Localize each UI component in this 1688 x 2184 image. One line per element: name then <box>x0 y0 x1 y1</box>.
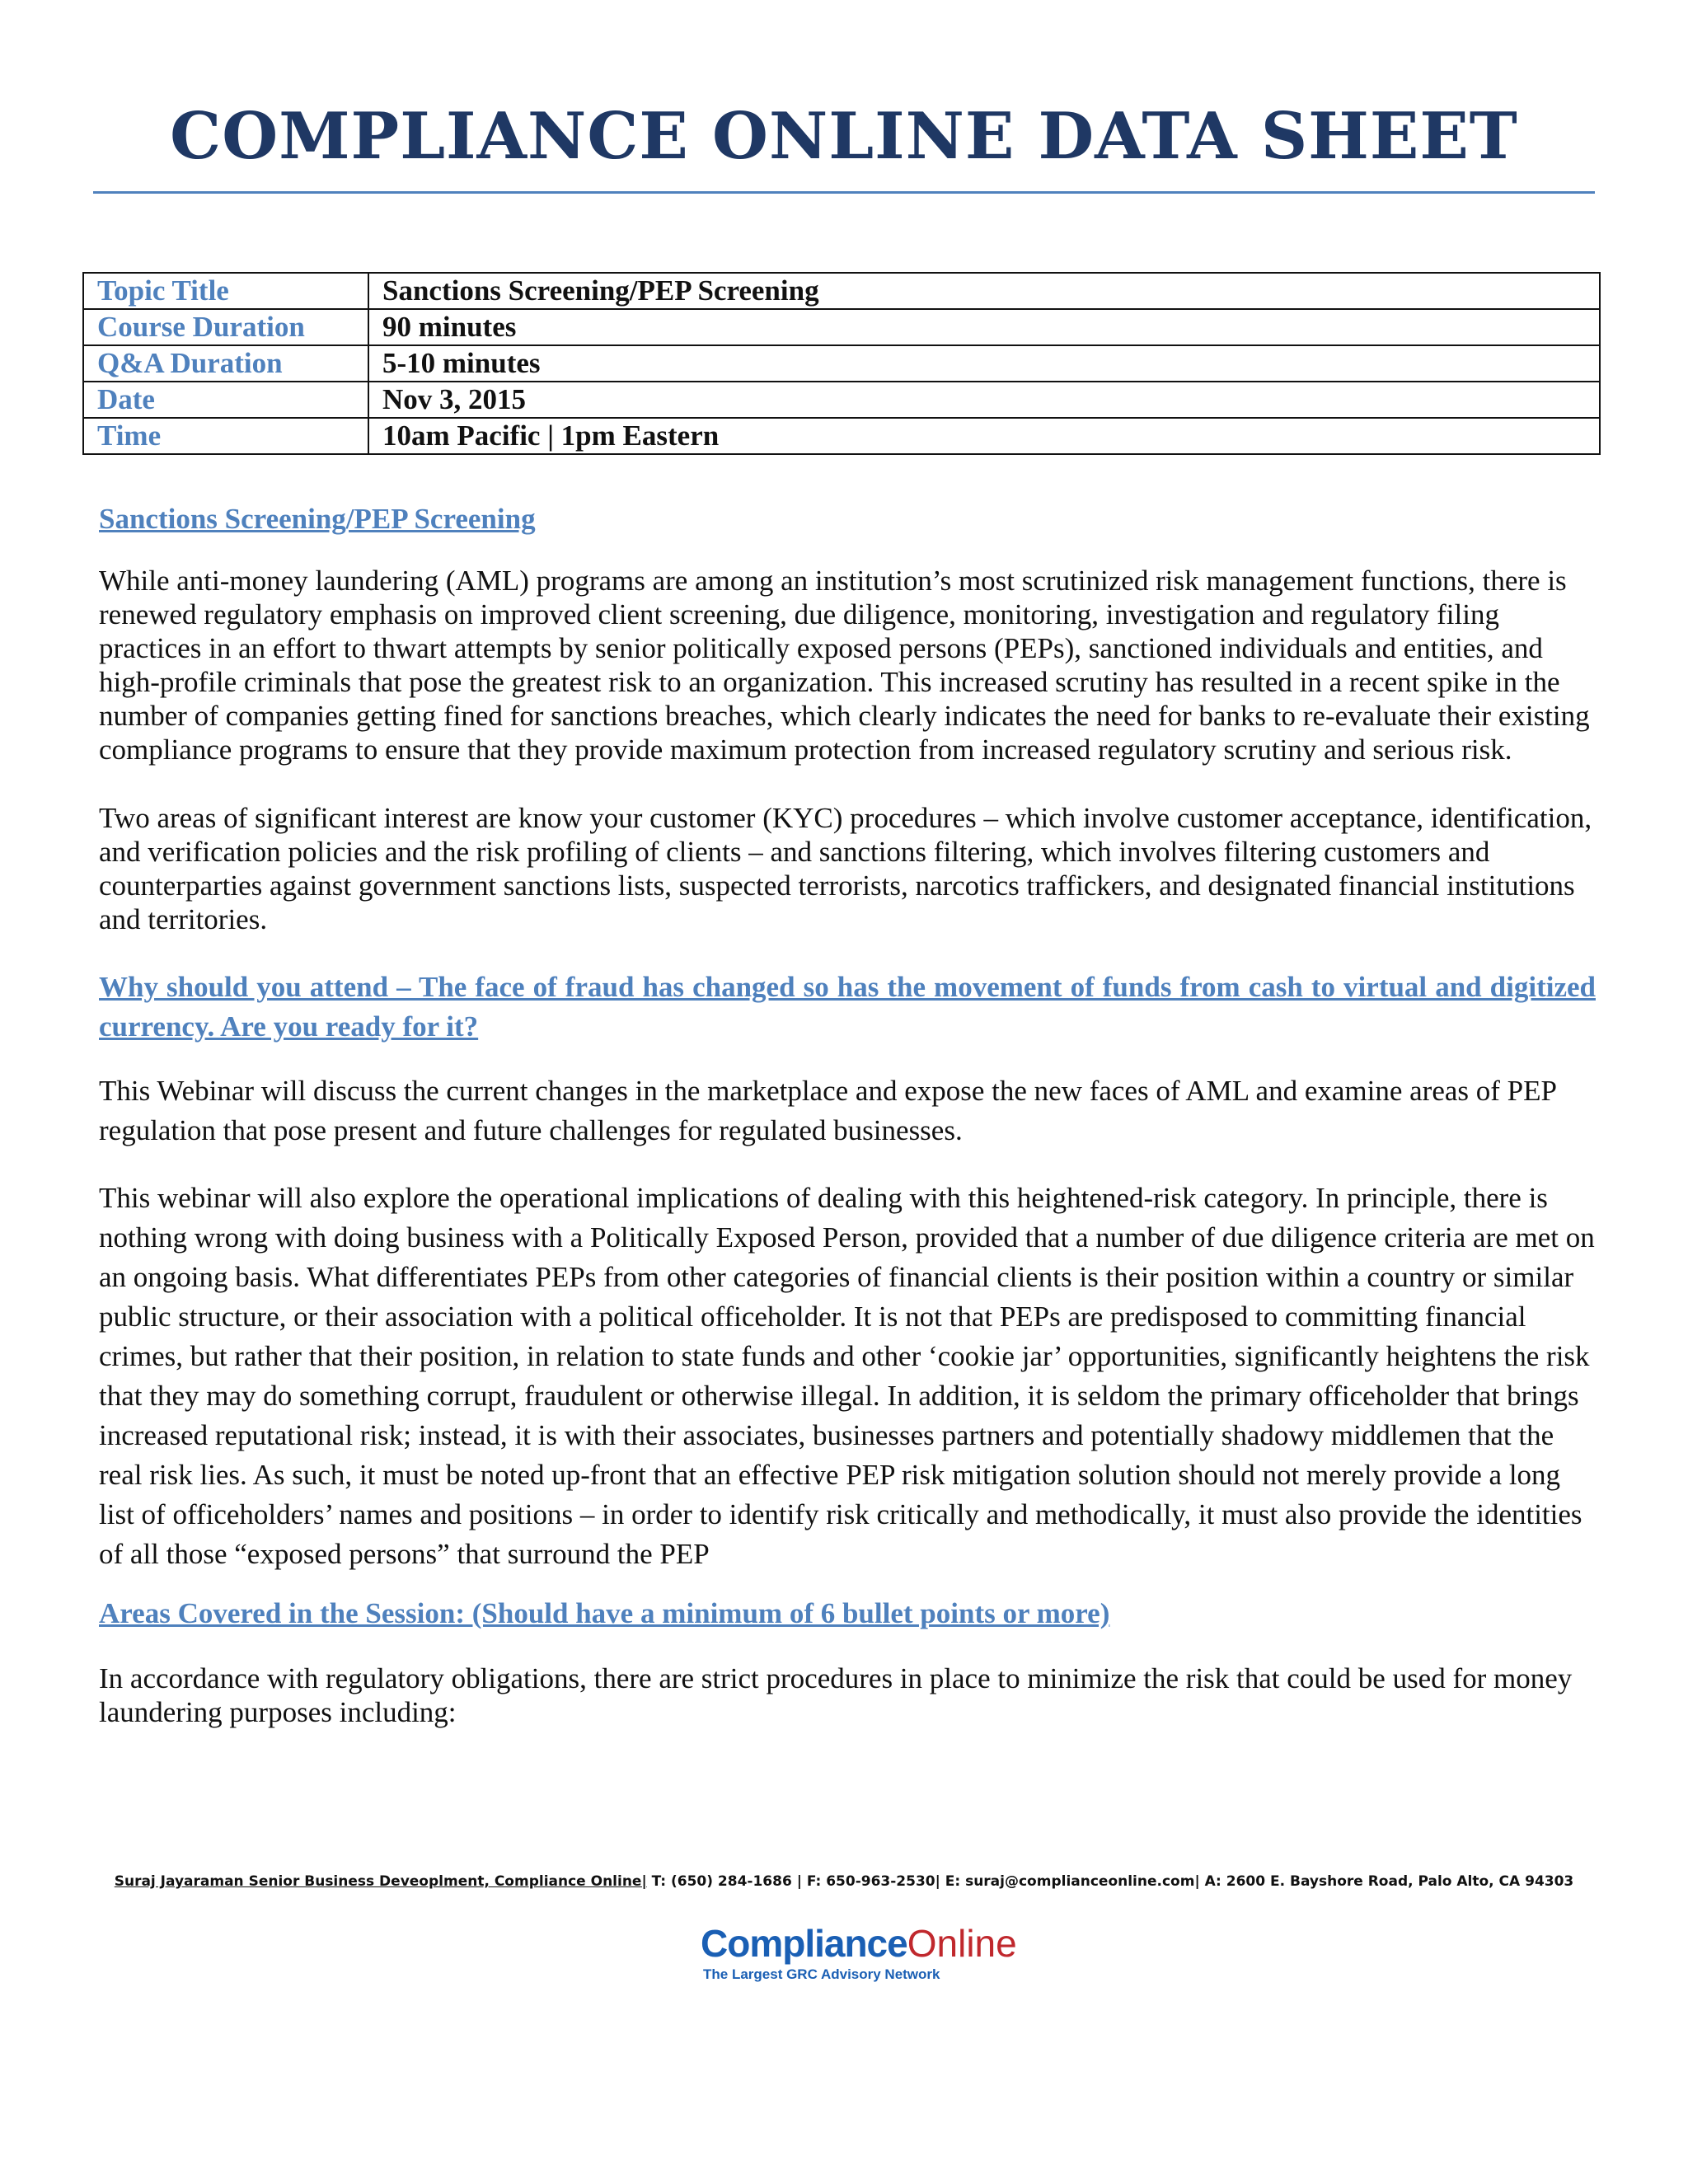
overview-paragraph: Two areas of significant interest are know your customer (KYC) procedures – which involve customer acceptance, identification, and verification policies and the risk profiling of clients – and sanctions filtering, which involves filtering customers and counterparties against government sanctions lists, suspected terrorists, narcotics traffickers, and designated financial institutions and territories. <box>99 802 1592 935</box>
contact-name: Suraj Jayaraman Senior Business Deveoplment, Compliance Online| <box>114 1873 647 1890</box>
date-label: Date <box>83 382 368 418</box>
title-divider <box>93 191 1595 194</box>
why-attend-paragraph: This webinar will also explore the operational implications of dealing with this heightened-risk category. In principle, there is nothing wrong with doing business with a Politically Exposed Person, provided that a number of due diligence criteria are met on an ongoing basis. What differentiates PEPs from other categories of financial clients is their position within a country or similar public structure, or their association with a political officeholder. It is not that PEPs are predisposed to committing financial crimes, but rather that their position, in relation to state funds and other ‘cookie jar’ opportunities, significantly heightens the risk that they may do something corrupt, fraudulent or otherwise illegal. In addition, it is seldom the primary officeholder that brings increased reputational risk; instead, it is with their associates, businesses partners and potentially shadowy middlemen that the real risk lies. As such, it must be noted up-front that an effective PEP risk mitigation solution should not merely provide a long list of officeholders’ names and positions – in order to identify risk critically and methodically, it must also provide the identities of all those “exposed persons” that surround the PEP <box>99 1182 1595 1570</box>
logo-wordmark <box>701 1920 1017 1966</box>
logo-tagline: The Largest GRC Advisory Network <box>703 1966 940 1982</box>
table-row <box>83 418 1600 454</box>
footer-contact <box>0 1873 1688 1890</box>
why-attend-heading: Why should you attend – The face of fraud has changed so has the movement of funds from cash to virtual and digitized currency. Are you ready for it? <box>99 971 1596 1043</box>
qa-duration-label: Q&A Duration <box>83 345 368 382</box>
date-value: Nov 3, 2015 <box>368 382 1600 418</box>
course-duration-value: 90 minutes <box>368 309 1600 345</box>
time-value: 10am Pacific | 1pm Eastern <box>368 418 1600 454</box>
overview-heading: Sanctions Screening/PEP Screening <box>99 503 536 535</box>
why-attend-paragraph: This Webinar will discuss the current changes in the marketplace and expose the new faces of AML and examine areas of PEP regulation that pose present and future challenges for regulated businesses. <box>99 1075 1556 1146</box>
table-row <box>83 273 1600 309</box>
contact-details: T: (650) 284-1686 | F: 650-963-2530| E: suraj@complianceonline.com| A: 2600 E. Bayshore Road, Palo Alto, CA 94303 <box>646 1873 1574 1890</box>
overview-paragraph: While anti-money laundering (AML) programs are among an institution’s most scrutinized risk management functions, there is renewed regulatory emphasis on improved client screening, due diligence, monitoring, investigation and regulatory filing practices in an effort to thwart attempts by senior politically exposed persons (PEPs), sanctioned individuals and entities, and high-profile criminals that pose the greatest risk to an organization. This increased scrutiny has resulted in a recent spike in the number of companies getting fined for sanctions breaches, which clearly indicates the need for banks to re-evaluate their existing compliance programs to ensure that they provide maximum protection from increased regulatory scrutiny and serious risk. <box>99 565 1590 766</box>
qa-duration-value: 5-10 minutes <box>368 345 1600 382</box>
main-content <box>99 503 1596 1729</box>
topic-title-value: Sanctions Screening/PEP Screening <box>368 273 1600 309</box>
page-title: COMPLIANCE ONLINE DATA SHEET <box>170 99 1518 174</box>
logo-part-online: Online <box>907 1922 1017 1965</box>
table-row <box>83 382 1600 418</box>
table-row <box>83 309 1600 345</box>
table-row <box>83 345 1600 382</box>
time-label: Time <box>83 418 368 454</box>
areas-covered-paragraph: In accordance with regulatory obligations, there are strict procedures in place to minimize the risk that could be used for money laundering purposes including: <box>99 1662 1573 1728</box>
areas-covered-heading: Areas Covered in the Session: (Should have a minimum of 6 bullet points or more) <box>99 1597 1110 1629</box>
logo-part-compliance: Compliance <box>701 1922 907 1965</box>
topic-title-label: Topic Title <box>83 273 368 309</box>
course-info-table <box>82 272 1601 455</box>
course-duration-label: Course Duration <box>83 309 368 345</box>
complianceonline-logo <box>701 1920 1017 1994</box>
